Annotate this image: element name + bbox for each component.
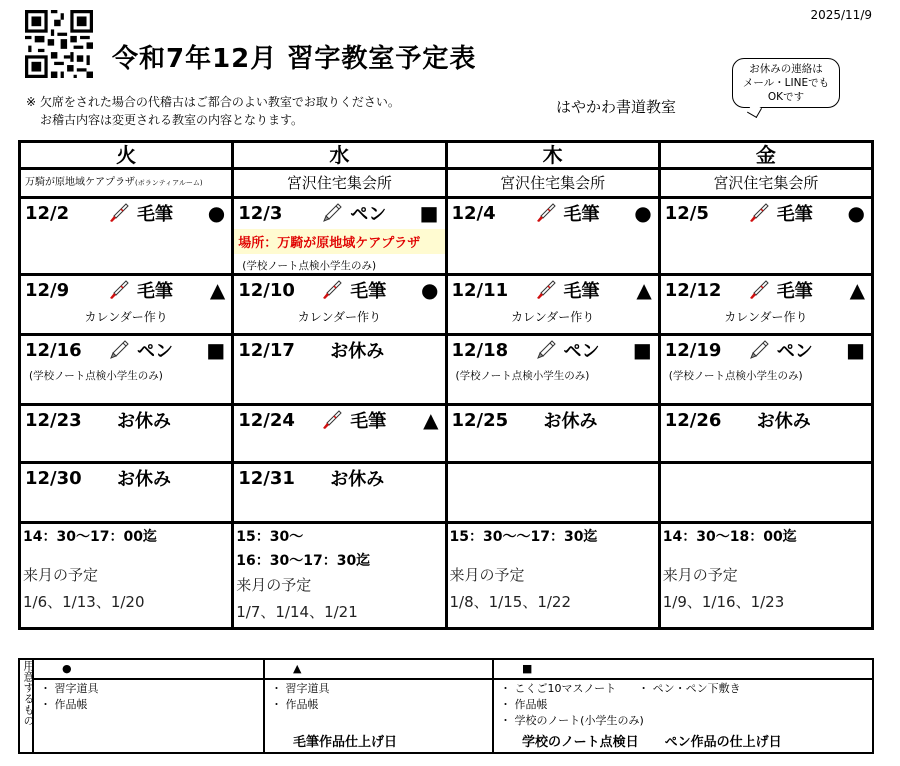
next-month-dates: 1/8、1/15、1/22 [449, 593, 572, 611]
supplies-label [19, 659, 33, 753]
cell-date: 12/25 [451, 409, 509, 431]
week-row [20, 463, 873, 523]
lesson-type: ペン [563, 341, 600, 362]
time-cell [446, 523, 659, 629]
brush-icon [320, 279, 344, 301]
cell-top [234, 199, 444, 227]
holiday-label: お休み [330, 469, 385, 490]
brush-icon [107, 279, 131, 301]
supply-item: ・ 作品帳 [500, 698, 548, 711]
day-fri: 金 [659, 142, 872, 169]
supply-footer: 毛筆作品仕上げ日 [293, 735, 398, 750]
lesson-type: 毛筆 [137, 281, 173, 302]
cell-top [448, 406, 658, 434]
next-month-label: 来月の予定 [23, 566, 99, 584]
cell-date: 12/23 [25, 409, 82, 431]
lesson-type: 毛筆 [350, 281, 387, 302]
lesson-type: 毛筆 [350, 411, 387, 432]
cell-date: 12/19 [664, 339, 722, 361]
day-cell [659, 405, 872, 463]
holiday-label: お休み [756, 411, 811, 432]
school-note-check: (学校ノート点検小学生のみ) [455, 370, 590, 382]
day-cell [659, 335, 872, 405]
bubble-line-3: OKです [767, 91, 805, 103]
cell-date: 12/24 [238, 409, 295, 431]
day-cell [233, 275, 446, 335]
brush-icon [747, 202, 771, 224]
day-cell [233, 463, 446, 523]
supplies-symbol: ● [847, 201, 865, 225]
venue-row [20, 169, 873, 198]
lesson-type: 毛筆 [137, 204, 173, 225]
cell-date: 12/17 [238, 339, 295, 361]
lesson-type: 毛筆 [776, 204, 813, 225]
day-cell [20, 405, 233, 463]
venue-tue-room: (ボランティアルーム) [135, 179, 203, 187]
supplies-symbol: ▲ [423, 408, 439, 432]
supplies-symbol: ● [634, 201, 652, 225]
activity-note: カレンダー作り [511, 310, 595, 324]
note-line-2: お稽古内容は変更される教室の内容となります。 [40, 113, 304, 127]
supplies-symbol: ▲ [849, 278, 865, 302]
cell-date: 12/2 [25, 202, 70, 224]
holiday-label: お休み [330, 341, 385, 362]
supplies-head-circle: ● [33, 659, 264, 679]
supplies-symbol: ■ [419, 201, 439, 225]
activity-note: カレンダー作り [297, 310, 381, 324]
supplies-symbol: ● [207, 201, 226, 225]
supplies-head-triangle: ▲ [264, 659, 493, 679]
week-row [20, 198, 873, 275]
day-cell [446, 463, 659, 523]
day-cell [20, 463, 233, 523]
lesson-time: 14：30～17：00迄 [23, 529, 157, 545]
page-title: 令和7年12月 習字教室予定表 [112, 44, 477, 74]
day-cell [20, 198, 233, 275]
school-note-check: (学校ノート点検小学生のみ) [242, 260, 377, 272]
lesson-time-2: 16：30～17：30迄 [236, 553, 371, 569]
supplies-square [493, 679, 873, 753]
week-row [20, 335, 873, 405]
day-cell [446, 275, 659, 335]
location-note: 場所：万騎が原地域ケアプラザ [234, 229, 444, 254]
cell-date: 12/12 [664, 279, 722, 301]
cell-top [661, 276, 871, 304]
day-tue: 火 [20, 142, 233, 169]
activity-note: カレンダー作り [84, 310, 168, 324]
day-cell [659, 463, 872, 523]
contact-bubble [732, 58, 840, 108]
day-cell [233, 198, 446, 275]
next-month-dates: 1/7、1/14、1/21 [236, 603, 358, 621]
time-cell [20, 523, 233, 629]
time-cell [659, 523, 872, 629]
note-line-1: ※ 欠席をされた場合の代稽古はご都合のよい教室でお取りください。 [26, 95, 400, 109]
cell-top [21, 199, 231, 227]
venue-fri: 宮沢住宅集会所 [659, 169, 872, 198]
day-wed: 水 [233, 142, 446, 169]
cell-date: 12/11 [451, 279, 509, 301]
cell-top [448, 276, 658, 304]
supplies-symbol: ▲ [636, 278, 652, 302]
holiday-label: お休み [543, 411, 598, 432]
day-header-row [20, 142, 873, 169]
supply-footer: 学校のノート点検日 ペン作品の仕上げ日 [522, 735, 782, 750]
day-cell [20, 275, 233, 335]
cell-top [234, 336, 444, 364]
week-row [20, 275, 873, 335]
lesson-time: 15：30～ [236, 529, 304, 545]
day-cell [233, 335, 446, 405]
supplies-table [18, 658, 874, 754]
cell-top [234, 276, 444, 304]
next-month-dates: 1/9、1/16、1/23 [662, 593, 785, 611]
brush-icon [107, 202, 131, 224]
day-cell [233, 405, 446, 463]
lesson-type: ペン [350, 204, 387, 225]
bubble-line-2: メール・LINEでも [742, 77, 830, 89]
cell-date: 12/16 [25, 339, 82, 361]
lesson-time: 15：30～～17：30迄 [449, 529, 598, 545]
day-cell [659, 275, 872, 335]
venue-tue [20, 169, 233, 198]
venue-tue-name: 万騎が原地域ケアプラザ [25, 177, 135, 188]
lesson-type: 毛筆 [563, 204, 600, 225]
supplies-symbol: ■ [632, 338, 652, 362]
school-note-check: (学校ノート点検小学生のみ) [668, 370, 803, 382]
supplies-triangle [264, 679, 493, 753]
next-month-label: 来月の予定 [236, 576, 312, 594]
day-cell [659, 198, 872, 275]
supply-item: ・ 学校のノート(小学生のみ) [500, 714, 644, 727]
cell-top [21, 464, 231, 492]
school-name: はやかわ書道教室 [556, 98, 677, 116]
cell-top [448, 199, 658, 227]
bubble-line-1: お休みの連絡は [749, 63, 823, 75]
cell-top [661, 199, 871, 227]
brush-icon [534, 202, 558, 224]
print-date: 2025/11/9 [810, 8, 872, 22]
venue-thu: 宮沢住宅集会所 [446, 169, 659, 198]
cell-top [661, 406, 871, 434]
cell-date: 12/3 [238, 202, 283, 224]
brush-icon [534, 279, 558, 301]
supply-item: ・ 作品帳 [271, 698, 319, 711]
next-month-label: 来月の予定 [662, 566, 738, 584]
supplies-symbol: ■ [846, 338, 865, 362]
day-thu: 木 [446, 142, 659, 169]
lesson-time: 14：30～18：00迄 [662, 529, 797, 545]
cell-top [661, 336, 871, 364]
supply-item: ・ 習字道具 [40, 682, 99, 695]
supplies-symbol: ▲ [209, 278, 226, 302]
pencil-icon [107, 339, 131, 361]
venue-wed: 宮沢住宅集会所 [233, 169, 446, 198]
notes [26, 93, 400, 129]
cell-top [234, 406, 444, 434]
brush-icon [320, 409, 344, 431]
supplies-label-text: 用意するもの [22, 660, 35, 726]
day-cell [446, 405, 659, 463]
supply-item: ・ 習字道具 [271, 682, 330, 695]
supplies-head-square: ■ [493, 659, 873, 679]
holiday-label: お休み [117, 469, 171, 490]
cell-top [234, 464, 444, 492]
supplies-symbol: ■ [206, 338, 226, 362]
lesson-type: ペン [776, 341, 813, 362]
lesson-type: 毛筆 [563, 281, 600, 302]
cell-date: 12/26 [664, 409, 722, 431]
pencil-icon [534, 339, 558, 361]
lesson-type: 毛筆 [776, 281, 813, 302]
schedule-table [18, 140, 874, 630]
cell-date: 12/18 [451, 339, 509, 361]
cell-top [21, 406, 231, 434]
supplies-circle [33, 679, 264, 753]
time-cell [233, 523, 446, 629]
cell-top [448, 336, 658, 364]
cell-date: 12/4 [451, 202, 496, 224]
cell-date: 12/9 [25, 279, 70, 301]
day-cell [20, 335, 233, 405]
activity-note: カレンダー作り [724, 310, 808, 324]
cell-top [21, 276, 231, 304]
supply-item: ・ こくご10マスノート ・ ペン・ペン下敷き [500, 682, 741, 695]
next-month-label: 来月の予定 [449, 566, 525, 584]
week-row [20, 405, 873, 463]
cell-date: 12/30 [25, 467, 82, 489]
pencil-icon [320, 202, 344, 224]
cell-top [21, 336, 231, 364]
day-cell [446, 335, 659, 405]
holiday-label: お休み [117, 411, 171, 432]
lesson-type: ペン [137, 341, 173, 362]
cell-date: 12/10 [238, 279, 295, 301]
cell-date: 12/31 [238, 467, 295, 489]
cell-date: 12/5 [664, 202, 709, 224]
supplies-symbol: ● [421, 278, 439, 302]
qr-code[interactable] [24, 10, 94, 78]
brush-icon [747, 279, 771, 301]
pencil-icon [747, 339, 771, 361]
supply-item: ・ 作品帳 [40, 698, 88, 711]
school-note-check: (学校ノート点検小学生のみ) [29, 370, 163, 382]
day-cell [446, 198, 659, 275]
time-row [20, 523, 873, 629]
next-month-dates: 1/6、1/13、1/20 [23, 593, 145, 611]
